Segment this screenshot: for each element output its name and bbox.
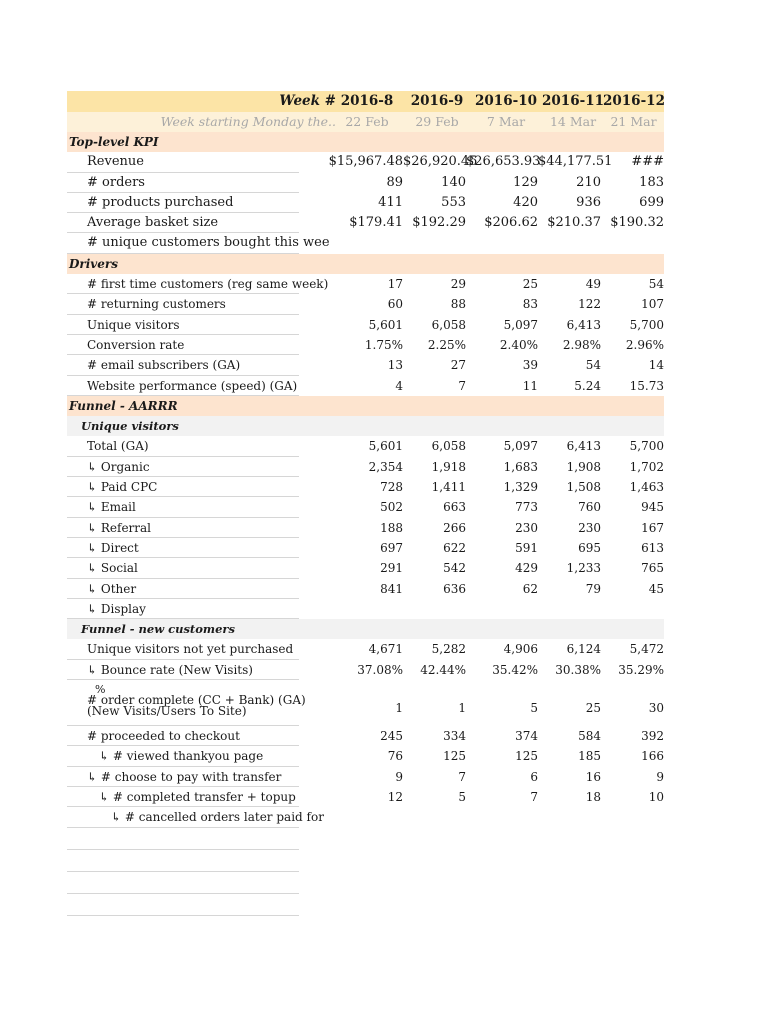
value-cell[interactable]: 2.40%: [499, 337, 538, 352]
value-cell[interactable]: 6: [530, 769, 538, 784]
order-complete-sublabel: (New Visits/Users To Site): [87, 704, 247, 719]
value-cell[interactable]: $206.62: [484, 215, 538, 231]
table-row[interactable]: [67, 355, 664, 375]
value-cell[interactable]: 140: [441, 174, 466, 190]
value-cell[interactable]: 6,058: [431, 439, 466, 454]
value-cell[interactable]: 2.98%: [562, 337, 601, 352]
value-cell[interactable]: 697: [380, 540, 403, 555]
percent-mark: %: [95, 683, 106, 697]
table-row[interactable]: [67, 538, 664, 558]
row-label: ↳ # cancelled orders later paid for: [111, 810, 324, 825]
subsection-title: Unique visitors: [81, 419, 179, 434]
date-col-4[interactable]: 14 Mar: [549, 114, 597, 129]
section-title: Drivers: [69, 256, 118, 271]
kpi-rows: [67, 152, 664, 253]
value-cell[interactable]: 1,508: [566, 480, 601, 495]
value-cell[interactable]: 62: [522, 581, 538, 596]
value-cell[interactable]: 185: [578, 749, 601, 764]
value-cell[interactable]: 5,097: [503, 439, 538, 454]
value-cell[interactable]: 5,282: [431, 642, 466, 657]
value-cell[interactable]: 695: [578, 540, 601, 555]
week-col-3[interactable]: 2016-10: [475, 93, 537, 109]
value-cell[interactable]: 4: [395, 378, 403, 393]
value-cell[interactable]: 11: [522, 378, 538, 393]
value-cell[interactable]: 420: [513, 194, 538, 210]
value-cell[interactable]: $44,177.51: [538, 154, 613, 170]
subsection-title: Funnel - new customers: [81, 622, 235, 637]
table-row[interactable]: [67, 436, 664, 456]
row-label: # orders: [87, 174, 145, 190]
value-cell[interactable]: 6,413: [566, 317, 601, 332]
visitor-rows: [67, 436, 664, 619]
value-cell[interactable]: 35.42%: [492, 662, 538, 677]
week-col-4[interactable]: 2016-11: [542, 93, 604, 109]
value-cell[interactable]: 88: [450, 297, 466, 312]
table-row[interactable]: [67, 274, 664, 294]
table-row[interactable]: [67, 213, 664, 233]
value-cell[interactable]: 2,354: [368, 459, 403, 474]
table-row[interactable]: [67, 152, 664, 172]
value-cell[interactable]: 5,472: [629, 642, 664, 657]
value-cell[interactable]: 841: [380, 581, 403, 596]
value-cell[interactable]: 18: [585, 789, 601, 804]
value-cell[interactable]: 49: [585, 277, 601, 292]
order-complete-row[interactable]: [67, 680, 664, 726]
value-cell[interactable]: 1,702: [629, 459, 664, 474]
value-cell[interactable]: 728: [380, 480, 403, 495]
value-cell[interactable]: 1,683: [503, 459, 538, 474]
row-label: ↳ Organic: [87, 459, 150, 474]
row-label: ↳ # choose to pay with transfer: [87, 769, 282, 784]
value-cell[interactable]: 230: [515, 520, 538, 535]
value-cell[interactable]: 1: [395, 701, 403, 716]
value-cell[interactable]: ###: [631, 154, 664, 170]
value-cell[interactable]: 76: [387, 749, 403, 764]
subsection-unique-visitors: [67, 416, 664, 436]
spreadsheet: [67, 91, 664, 916]
row-label: Total (GA): [87, 439, 149, 454]
value-cell[interactable]: 936: [576, 194, 601, 210]
value-cell[interactable]: $192.29: [412, 215, 466, 231]
row-label: ↳ Email: [87, 500, 136, 515]
row-label: Unique visitors: [87, 317, 180, 332]
value-cell[interactable]: 1,908: [566, 459, 601, 474]
table-row[interactable]: [67, 315, 664, 335]
value-cell[interactable]: 12: [387, 789, 403, 804]
value-cell[interactable]: 9: [395, 769, 403, 784]
value-cell[interactable]: 1,233: [566, 561, 601, 576]
week-start-row: [67, 112, 664, 132]
date-col-3[interactable]: 7 Mar: [486, 114, 526, 129]
value-cell[interactable]: 25: [522, 277, 538, 292]
value-cell[interactable]: 14: [648, 358, 664, 373]
value-cell[interactable]: $210.37: [547, 215, 601, 231]
subsection-funnel-new-customers: [67, 619, 664, 639]
value-cell[interactable]: 27: [450, 358, 466, 373]
value-cell[interactable]: 266: [443, 520, 466, 535]
row-label: ↳ Referral: [87, 520, 152, 535]
table-row[interactable]: [67, 335, 664, 355]
value-cell[interactable]: 7: [458, 769, 466, 784]
table-row[interactable]: [67, 807, 664, 827]
week-header-row: [67, 91, 664, 112]
value-cell[interactable]: 39: [522, 358, 538, 373]
table-row[interactable]: [67, 639, 664, 659]
date-col-2[interactable]: 29 Feb: [415, 114, 459, 129]
order-complete-label: # order complete (CC + Bank) (GA): [87, 693, 306, 708]
value-cell[interactable]: 10: [648, 789, 664, 804]
value-cell[interactable]: $190.32: [610, 215, 664, 231]
value-cell[interactable]: 4,906: [503, 642, 538, 657]
empty-row: [67, 828, 664, 850]
value-cell[interactable]: 6,124: [566, 642, 601, 657]
value-cell[interactable]: 54: [585, 358, 601, 373]
date-col-1[interactable]: 22 Feb: [345, 114, 389, 129]
value-cell[interactable]: 4,671: [368, 642, 403, 657]
value-cell[interactable]: 291: [380, 561, 403, 576]
value-cell[interactable]: 17: [387, 277, 403, 292]
table-row[interactable]: [67, 787, 664, 807]
value-cell[interactable]: 429: [515, 561, 538, 576]
value-cell[interactable]: 1,329: [503, 480, 538, 495]
row-label: Average basket size: [87, 215, 219, 231]
row-label: ↳ Other: [87, 581, 137, 596]
value-cell[interactable]: 1.75%: [364, 337, 403, 352]
section-drivers: [67, 254, 664, 274]
new-customer-rows: [67, 639, 664, 680]
value-cell[interactable]: 16: [585, 769, 601, 784]
value-cell[interactable]: 613: [641, 540, 664, 555]
value-cell[interactable]: 15.73: [629, 378, 664, 393]
value-cell[interactable]: 89: [386, 174, 403, 190]
value-cell[interactable]: $15,967.48: [328, 154, 403, 170]
row-label: Website performance (speed) (GA): [87, 378, 298, 393]
value-cell[interactable]: 622: [443, 540, 466, 555]
value-cell[interactable]: 42.44%: [420, 662, 466, 677]
value-cell[interactable]: 636: [443, 581, 466, 596]
value-cell[interactable]: $179.41: [349, 215, 403, 231]
row-label: Unique visitors not yet purchased: [87, 642, 294, 657]
value-cell[interactable]: 374: [515, 729, 538, 744]
week-col-5[interactable]: 2016-12: [603, 93, 665, 109]
value-cell[interactable]: 542: [443, 561, 466, 576]
driver-rows: [67, 274, 664, 396]
value-cell[interactable]: 1: [458, 701, 466, 716]
row-label: # unique customers bought this wee: [87, 235, 330, 251]
week-col-2[interactable]: 2016-9: [410, 93, 464, 109]
value-cell[interactable]: 5,601: [368, 317, 403, 332]
value-cell[interactable]: 37.08%: [357, 662, 403, 677]
empty-row: [67, 872, 664, 894]
table-row[interactable]: [67, 233, 664, 253]
value-cell[interactable]: 210: [576, 174, 601, 190]
table-row[interactable]: [67, 767, 664, 787]
table-row[interactable]: [67, 726, 664, 746]
value-cell[interactable]: 30.38%: [555, 662, 601, 677]
value-cell[interactable]: 591: [515, 540, 538, 555]
table-row[interactable]: [67, 579, 664, 599]
value-cell[interactable]: 663: [443, 500, 466, 515]
value-cell[interactable]: 699: [639, 194, 664, 210]
value-cell[interactable]: 125: [443, 749, 466, 764]
table-row[interactable]: [67, 173, 664, 193]
row-label: ↳ Bounce rate (New Visits): [87, 662, 253, 677]
value-cell[interactable]: 83: [522, 297, 538, 312]
table-row[interactable]: [67, 746, 664, 766]
empty-row: [67, 894, 664, 916]
value-cell[interactable]: 79: [585, 581, 601, 596]
value-cell[interactable]: 54: [648, 277, 664, 292]
value-cell[interactable]: 2.96%: [625, 337, 664, 352]
value-cell[interactable]: 30: [648, 701, 664, 716]
value-cell[interactable]: 6,058: [431, 317, 466, 332]
value-cell[interactable]: 553: [441, 194, 466, 210]
value-cell[interactable]: 35.29%: [618, 662, 664, 677]
value-cell[interactable]: 5.24: [574, 378, 601, 393]
value-cell[interactable]: 502: [380, 500, 403, 515]
table-row[interactable]: [67, 497, 664, 517]
value-cell[interactable]: 945: [641, 500, 664, 515]
value-cell[interactable]: 7: [458, 378, 466, 393]
table-row[interactable]: [67, 660, 664, 680]
value-cell[interactable]: 7: [530, 789, 538, 804]
value-cell[interactable]: 230: [578, 520, 601, 535]
value-cell[interactable]: 6,413: [566, 439, 601, 454]
value-cell[interactable]: 334: [443, 729, 466, 744]
value-cell[interactable]: 5,601: [368, 439, 403, 454]
value-cell[interactable]: 5,700: [629, 317, 664, 332]
row-label: # products purchased: [87, 194, 234, 210]
table-row[interactable]: [67, 193, 664, 213]
value-cell[interactable]: 167: [641, 520, 664, 535]
row-label: ↳ Display: [87, 601, 146, 616]
week-col-1[interactable]: 2016-8: [340, 93, 394, 109]
value-cell[interactable]: 25: [585, 701, 601, 716]
date-col-5[interactable]: 21 Mar: [610, 114, 657, 129]
value-cell[interactable]: 13: [387, 358, 403, 373]
table-row[interactable]: [67, 376, 664, 396]
value-cell[interactable]: 5: [458, 789, 466, 804]
value-cell[interactable]: 1,918: [431, 459, 466, 474]
row-label: # returning customers: [87, 297, 226, 312]
row-label: ↳ # viewed thankyou page: [99, 749, 264, 764]
row-label: ↳ Social: [87, 561, 138, 576]
value-cell[interactable]: 245: [380, 729, 403, 744]
value-cell[interactable]: 760: [578, 500, 601, 515]
row-label: ↳ # completed transfer + topup: [99, 789, 296, 804]
value-cell[interactable]: $26,653.93: [466, 154, 541, 170]
row-label: ↳ Paid CPC: [87, 480, 158, 495]
row-label: # proceeded to checkout: [87, 729, 240, 744]
value-cell[interactable]: 29: [450, 277, 466, 292]
row-label: # email subscribers (GA): [87, 358, 241, 373]
value-cell[interactable]: 392: [641, 729, 664, 744]
section-title: Top-level KPI: [69, 135, 159, 149]
value-cell[interactable]: 125: [515, 749, 538, 764]
value-cell[interactable]: 60: [387, 297, 403, 312]
table-row[interactable]: [67, 457, 664, 477]
value-cell[interactable]: 188: [380, 520, 403, 535]
empty-row: [67, 850, 664, 872]
table-row[interactable]: [67, 599, 664, 619]
table-row[interactable]: [67, 294, 664, 314]
row-label: Conversion rate: [87, 337, 185, 352]
value-cell[interactable]: 129: [513, 174, 538, 190]
section-funnel-aarrr: [67, 396, 664, 416]
value-cell[interactable]: 5,097: [503, 317, 538, 332]
week-start-label: Week starting Monday the..: [160, 114, 336, 129]
table-row[interactable]: [67, 518, 664, 538]
value-cell[interactable]: 122: [578, 297, 601, 312]
value-cell[interactable]: 183: [639, 174, 664, 190]
section-title: Funnel - AARRR: [69, 398, 178, 413]
section-top-level-kpi: [67, 132, 664, 152]
value-cell[interactable]: 1,411: [431, 480, 466, 495]
row-label: # first time customers (reg same week): [87, 277, 329, 292]
value-cell[interactable]: 9: [656, 769, 664, 784]
row-label: Revenue: [87, 154, 144, 170]
value-cell[interactable]: $26,920.45: [403, 154, 478, 170]
value-cell[interactable]: 765: [641, 561, 664, 576]
row-divider: [67, 915, 299, 916]
value-cell[interactable]: 1,463: [629, 480, 664, 495]
row-label: ↳ Direct: [87, 540, 139, 555]
week-number-label: Week #: [279, 93, 336, 109]
value-cell[interactable]: 5,700: [629, 439, 664, 454]
table-row[interactable]: [67, 477, 664, 497]
value-cell[interactable]: 773: [515, 500, 538, 515]
value-cell[interactable]: 166: [641, 749, 664, 764]
value-cell[interactable]: 5: [530, 701, 538, 716]
value-cell[interactable]: 584: [578, 729, 601, 744]
table-row[interactable]: [67, 558, 664, 578]
value-cell[interactable]: 45: [648, 581, 664, 596]
value-cell[interactable]: 107: [641, 297, 664, 312]
value-cell[interactable]: 411: [378, 194, 403, 210]
checkout-rows: [67, 726, 664, 827]
value-cell[interactable]: 2.25%: [427, 337, 466, 352]
